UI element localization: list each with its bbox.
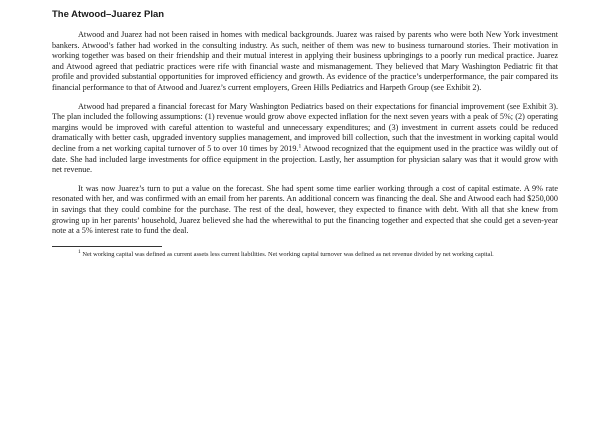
section-title: The Atwood–Juarez Plan: [52, 9, 165, 20]
footnote-reference: 1: [298, 143, 302, 150]
paragraph-3: It was now Juarez’s turn to put a value on the forecast. She had spent some time earlier working through a cost of capital estimate. A 9% rate resonated with her, and was confirmed with an email from her parents. An additional concern was financing the deal. She and Atwood each had $250,000 in savings that they could combine for the purchase. The rest of the deal, however, they expected to finance with debt. With all that she knew from growing up in her parents’ household, Juarez believed she had the wherewithal to put the financing together and expected that she could get a seven-year note at a 5% interest rate to fund the deal.: [52, 183, 558, 236]
footnote-divider: [52, 246, 162, 247]
footnote-text: Net working capital was defined as current assets less current liabilities. Net working capital turnover was defined as net revenue divided by net working capital.: [80, 250, 494, 258]
paragraph-2: [52, 102, 558, 176]
paragraph-1: Atwood and Juarez had not been raised in homes with medical backgrounds. Juarez was raised by parents who were both New York investment bankers. Atwood’s father had worked in the consulting industry. As such, neither of them was new to business turnaround stories. Their motivation in working together was based on their friendship and their mutual interest in applying their business upbringings to a poorly run medical practice. Juarez and Atwood agreed that pediatric practices were rife with financial waste and mismanagement. They believed that Mary Washington Pediatric fit that profile and provided substantial opportunities for improved efficiency and growth. As evidence of the practice’s underperformance, the pair compared its financial performance to that of Atwood and Juarez’s current employers, Green Hills Pediatrics and Harpeth Group (see Exhibit 2).: [52, 30, 558, 92]
footnote: [52, 248, 558, 259]
footnote-mark: 1: [78, 248, 81, 255]
paragraph-2-text-after: Atwood recognized that the equipment used in the practice was wildly out of date. She had included large investments for office equipment in the projection. Lastly, her assumption for physician salary was that it would grow with net revenue.: [52, 143, 558, 175]
paragraph-2-text-before: Atwood had prepared a financial forecast for Mary Washington Pediatrics based on their expectations for financial improvement (see Exhibit 3). The plan included the following assumptions: (1) revenue would grow above expected inflation for the next seven years with a peak of 5%; (2) operating margins would be improved with careful attention to wasteful and unnecessary expenditures; and (3) investment in current assets could be reduced dramatically with better cash, upgraded inventory supplies management, and improved bill collection, such that the investment in working capital would decline from a net working capital turnover of 5 to over 10 times by 2019.: [52, 101, 558, 153]
